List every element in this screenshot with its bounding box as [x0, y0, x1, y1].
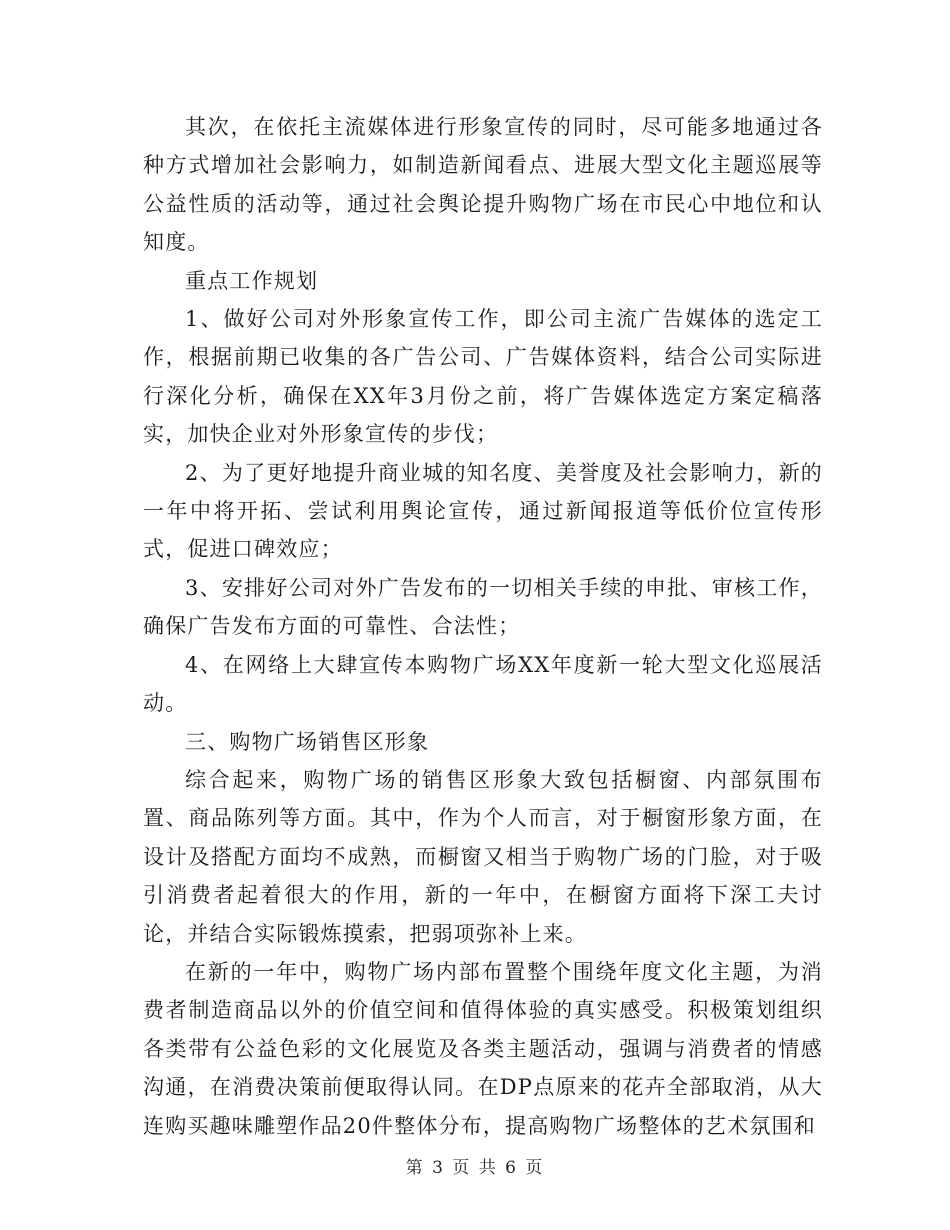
paragraph-item-2: 2、为了更好地提升商业城的知名度、美誉度及社会影响力，新的一年中将开拓、尝试利用舆论宣传，通过新闻报道等低价位宣传形式，促进口碑效应； — [143, 460, 823, 562]
paragraph-intro: 其次，在依托主流媒体进行形象宣传的同时，尽可能多地通过各种方式增加社会影响力，如制造新闻看点、进展大型文化主题巡展等公益性质的活动等，通过社会舆论提升购物广场在市民心中地位和认知度。 — [143, 115, 823, 255]
paragraph-sales-area: 综合起来，购物广场的销售区形象大致包括橱窗、内部氛围布置、商品陈列等方面。其中，作为个人而言，对于橱窗形象方面，在设计及搭配方面均不成熟，而橱窗又相当于购物广场的门脸，对于吸引消费者起着很大的作用，新的一年中，在橱窗方面将下深工夫讨论，并结合实际锻炼摸索，把弱项弥补上来。 — [143, 767, 823, 946]
heading-section-three: 三、购物广场销售区形象 — [185, 729, 430, 754]
heading-key-work-plan: 重点工作规划 — [185, 268, 319, 293]
paragraph-item-4: 4、在网络上大肆宣传本购物广场XX年度新一轮大型文化巡展活动。 — [143, 652, 823, 716]
page-number-footer: 第 3 页 共 6 页 — [405, 1158, 545, 1178]
document-body — [143, 108, 823, 1145]
paragraph-item-3: 3、安排好公司对外广告发布的一切相关手续的申批、审核工作，确保广告发布方面的可靠性、合法性； — [143, 575, 823, 639]
paragraph-new-year: 在新的一年中，购物广场内部布置整个围绕年度文化主题，为消费者制造商品以外的价值空间和值得体验的真实感受。积极策划组织各类带有公益色彩的文化展览及各类主题活动，强调与消费者的情感沟通，在消费决策前便取得认同。在DP点原来的花卉全部取消，从大连购买趣味雕塑作品20件整体分布，提高购物广场整体的艺术氛围和 — [143, 959, 823, 1138]
paragraph-item-1: 1、做好公司对外形象宣传工作，即公司主流广告媒体的选定工作，根据前期已收集的各广告公司、广告媒体资料，结合公司实际进行深化分析，确保在XX年3月份之前，将广告媒体选定方案定稿落实，加快企业对外形象宣传的步伐； — [143, 307, 823, 447]
